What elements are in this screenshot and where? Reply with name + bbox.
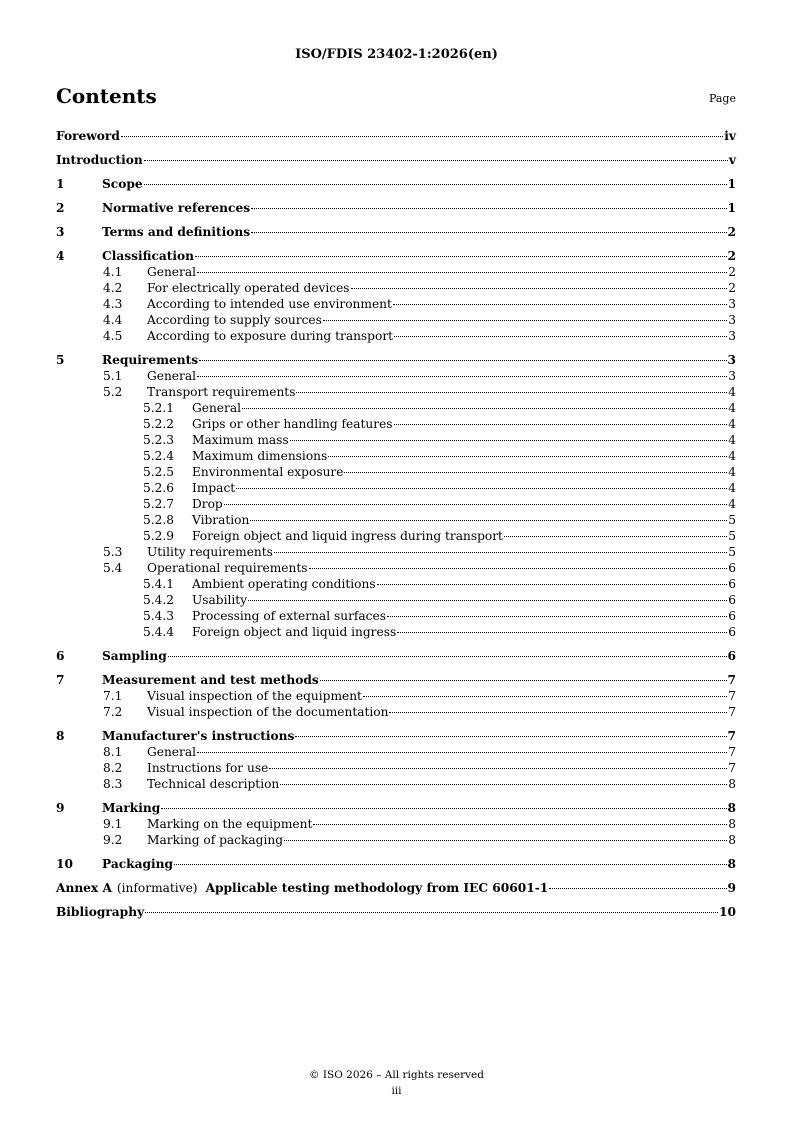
toc-entry-section-5-3[interactable] bbox=[56, 544, 736, 560]
toc-entry-section-1[interactable] bbox=[56, 176, 736, 192]
toc-entry-section-5-2[interactable] bbox=[56, 384, 736, 400]
dot-leader bbox=[389, 712, 727, 713]
toc-entry-section-5-2-3[interactable] bbox=[56, 432, 736, 448]
toc-section-number: 5.2.8 bbox=[143, 513, 175, 527]
table-of-contents bbox=[56, 128, 736, 920]
toc-page-number: 6 bbox=[727, 649, 736, 663]
document-identifier: ISO/FDIS 23402-1:2026(en) bbox=[295, 47, 498, 62]
toc-entry-title: Foreign object and liquid ingress during transport bbox=[192, 529, 503, 543]
toc-entry-title: Instructions for use bbox=[147, 761, 269, 775]
toc-section-number: 5.3 bbox=[103, 545, 123, 559]
toc-page-number: 1 bbox=[727, 201, 736, 215]
toc-entry-section-5-2-1[interactable] bbox=[56, 400, 736, 416]
toc-page-number: 5 bbox=[728, 529, 736, 543]
toc-entry-title: Grips or other handling features bbox=[192, 417, 393, 431]
toc-entry-section-5-2-9[interactable] bbox=[56, 528, 736, 544]
toc-entry-section-4[interactable] bbox=[56, 248, 736, 264]
toc-entry-section-9-1[interactable] bbox=[56, 816, 736, 832]
dot-leader bbox=[224, 504, 727, 505]
toc-entry-section-8[interactable] bbox=[56, 728, 736, 744]
toc-section-number: 5.2.9 bbox=[143, 529, 175, 543]
toc-entry-title: Visual inspection of the equipment bbox=[147, 689, 362, 703]
toc-entry-section-5-2-7[interactable] bbox=[56, 496, 736, 512]
annex-label: Annex A bbox=[56, 881, 112, 895]
toc-section-number: 7.1 bbox=[103, 689, 123, 703]
toc-page-number: 4 bbox=[728, 385, 736, 399]
toc-entry-foreword[interactable] bbox=[56, 128, 736, 144]
toc-page-number: 9 bbox=[727, 881, 736, 895]
dot-leader bbox=[504, 536, 727, 537]
toc-entry-section-7-1[interactable] bbox=[56, 688, 736, 704]
dot-leader bbox=[351, 288, 728, 289]
toc-page-number: 4 bbox=[728, 449, 736, 463]
toc-entry-section-5-4-3[interactable] bbox=[56, 608, 736, 624]
toc-entry-title: Normative references bbox=[102, 201, 251, 215]
toc-entry-section-9[interactable] bbox=[56, 800, 736, 816]
toc-entry-title: Maximum mass bbox=[192, 433, 289, 447]
dot-leader bbox=[344, 472, 727, 473]
toc-page-number: 4 bbox=[728, 481, 736, 495]
dot-leader bbox=[549, 888, 726, 889]
toc-page-number: 3 bbox=[728, 313, 736, 327]
toc-page-number: 2 bbox=[728, 265, 736, 279]
toc-entry-section-8-3[interactable] bbox=[56, 776, 736, 792]
toc-page-number: 3 bbox=[728, 369, 736, 383]
dot-leader bbox=[397, 632, 727, 633]
toc-entry-title: Impact bbox=[192, 481, 236, 495]
toc-section-number: 4.4 bbox=[103, 313, 123, 327]
toc-entry-title: Packaging bbox=[102, 857, 174, 871]
toc-entry-section-8-2[interactable] bbox=[56, 760, 736, 776]
toc-page-number: 7 bbox=[727, 729, 736, 743]
toc-section-number: 5 bbox=[56, 353, 65, 367]
toc-section-number: 5.2.2 bbox=[143, 417, 175, 431]
toc-entry-section-5-4-4[interactable] bbox=[56, 624, 736, 640]
toc-page-number: 3 bbox=[728, 297, 736, 311]
dot-leader bbox=[251, 208, 726, 209]
toc-entry-section-7[interactable] bbox=[56, 672, 736, 688]
page-column-label: Page bbox=[708, 92, 736, 105]
toc-section-number: 4.5 bbox=[103, 329, 123, 343]
toc-entry-title: Processing of external surfaces bbox=[192, 609, 386, 623]
dot-leader bbox=[197, 376, 727, 377]
toc-entry-title: General bbox=[147, 369, 196, 383]
toc-entry-title: Transport requirements bbox=[147, 385, 296, 399]
toc-page-number: 4 bbox=[728, 417, 736, 431]
dot-leader bbox=[248, 600, 727, 601]
dot-leader bbox=[242, 408, 727, 409]
dot-leader bbox=[309, 568, 728, 569]
toc-page-number: 5 bbox=[728, 513, 736, 527]
toc-entry-title: Ambient operating conditions bbox=[192, 577, 376, 591]
toc-entry-title: Vibration bbox=[192, 513, 250, 527]
toc-page-number: 2 bbox=[727, 225, 736, 239]
toc-entry-title: General bbox=[192, 401, 241, 415]
toc-entry-section-5-1[interactable] bbox=[56, 368, 736, 384]
toc-section-number: 5.2.3 bbox=[143, 433, 175, 447]
toc-page-number: 4 bbox=[728, 465, 736, 479]
toc-entry-section-4-3[interactable] bbox=[56, 296, 736, 312]
toc-section-number: 8.1 bbox=[103, 745, 123, 759]
toc-entry-section-5-2-6[interactable] bbox=[56, 480, 736, 496]
toc-section-number: 5.2 bbox=[103, 385, 123, 399]
toc-entry-section-10[interactable] bbox=[56, 856, 736, 872]
toc-entry-title: Introduction bbox=[56, 153, 143, 167]
toc-page-number: 7 bbox=[728, 761, 736, 775]
toc-entry-section-5-2-5[interactable] bbox=[56, 464, 736, 480]
toc-entry-introduction[interactable] bbox=[56, 152, 736, 168]
toc-entry-section-8-1[interactable] bbox=[56, 744, 736, 760]
toc-section-number: 4 bbox=[56, 249, 65, 263]
toc-entry-title: According to exposure during transport bbox=[147, 329, 394, 343]
toc-entry-title: Bibliography bbox=[56, 905, 145, 919]
toc-page-number: 2 bbox=[728, 281, 736, 295]
dot-leader bbox=[394, 336, 727, 337]
toc-entry-title: Terms and definitions bbox=[102, 225, 251, 239]
toc-section-number: 9.2 bbox=[103, 833, 123, 847]
toc-entry-title: Scope bbox=[102, 177, 143, 191]
dot-leader bbox=[387, 616, 727, 617]
toc-page-number: 6 bbox=[728, 625, 736, 639]
toc-section-number: 8.2 bbox=[103, 761, 123, 775]
toc-section-number: 9 bbox=[56, 801, 65, 815]
toc-entry-section-6[interactable] bbox=[56, 648, 736, 664]
toc-entry-section-5-2-8[interactable] bbox=[56, 512, 736, 528]
toc-page-number: 6 bbox=[728, 577, 736, 591]
toc-page-number: 7 bbox=[728, 705, 736, 719]
toc-entry-title: Usability bbox=[192, 593, 248, 607]
dot-leader bbox=[168, 656, 727, 657]
dot-leader bbox=[290, 440, 728, 441]
toc-entry-bibliography[interactable] bbox=[56, 904, 736, 920]
dot-leader bbox=[161, 808, 726, 809]
toc-entry-section-3[interactable] bbox=[56, 224, 736, 240]
toc-page-number: 4 bbox=[728, 401, 736, 415]
dot-leader bbox=[144, 184, 727, 185]
toc-entry-title: Applicable testing methodology from IEC 60601-1 bbox=[205, 881, 549, 895]
dot-leader bbox=[323, 320, 727, 321]
toc-section-number: 7 bbox=[56, 673, 65, 687]
toc-section-number: 5.4.3 bbox=[143, 609, 175, 623]
toc-page-number: 5 bbox=[728, 545, 736, 559]
annex-qualifier: (informative) bbox=[116, 881, 198, 895]
toc-section-number: 5.2.6 bbox=[143, 481, 175, 495]
toc-page-number: iv bbox=[724, 129, 736, 143]
dot-leader bbox=[197, 752, 727, 753]
toc-page-number: 6 bbox=[728, 561, 736, 575]
toc-page-number: 8 bbox=[727, 801, 736, 815]
toc-page-number: 10 bbox=[719, 905, 736, 919]
toc-entry-section-5-4-2[interactable] bbox=[56, 592, 736, 608]
toc-page-number: v bbox=[728, 153, 736, 167]
toc-section-number: 8 bbox=[56, 729, 65, 743]
toc-page-number: 3 bbox=[727, 353, 736, 367]
dot-leader bbox=[295, 736, 726, 737]
toc-section-number: 5.4 bbox=[103, 561, 123, 575]
dot-leader bbox=[144, 160, 728, 161]
toc-entry-section-7-2[interactable] bbox=[56, 704, 736, 720]
toc-entry-section-9-2[interactable] bbox=[56, 832, 736, 848]
toc-page-number: 8 bbox=[728, 817, 736, 831]
toc-section-number: 5.2.5 bbox=[143, 465, 175, 479]
dot-leader bbox=[377, 584, 728, 585]
toc-section-number: 6 bbox=[56, 649, 65, 663]
toc-entry-section-2[interactable] bbox=[56, 200, 736, 216]
page-number: iii bbox=[391, 1085, 402, 1097]
toc-entry-title: According to supply sources bbox=[147, 313, 322, 327]
toc-section-number: 10 bbox=[56, 857, 73, 871]
toc-entry-title: Marking on the equipment bbox=[147, 817, 313, 831]
toc-entry-annex-a[interactable] bbox=[56, 880, 736, 896]
dot-leader bbox=[328, 456, 727, 457]
toc-section-number: 5.2.4 bbox=[143, 449, 175, 463]
toc-page-number: 7 bbox=[728, 745, 736, 759]
toc-page-number: 3 bbox=[728, 329, 736, 343]
dot-leader bbox=[145, 912, 718, 913]
toc-section-number: 5.4.4 bbox=[143, 625, 175, 639]
page-footer bbox=[0, 1067, 793, 1099]
toc-page-number: 2 bbox=[727, 249, 736, 263]
toc-section-number: 1 bbox=[56, 177, 65, 191]
toc-section-number: 5.2.1 bbox=[143, 401, 175, 415]
toc-entry-section-5-2-4[interactable] bbox=[56, 448, 736, 464]
toc-section-number: 5.4.1 bbox=[143, 577, 175, 591]
toc-entry-title: Operational requirements bbox=[147, 561, 308, 575]
toc-section-number: 8.3 bbox=[103, 777, 123, 791]
toc-entry-section-5-4[interactable] bbox=[56, 560, 736, 576]
toc-page-number: 4 bbox=[728, 497, 736, 511]
toc-entry-title: General bbox=[147, 745, 196, 759]
toc-entry-section-4-1[interactable] bbox=[56, 264, 736, 280]
toc-entry-title: Requirements bbox=[102, 353, 199, 367]
dot-leader bbox=[236, 488, 727, 489]
toc-entry-title: Marking of packaging bbox=[147, 833, 283, 847]
toc-entry-section-4-4[interactable] bbox=[56, 312, 736, 328]
toc-entry-title: Manufacturer's instructions bbox=[102, 729, 295, 743]
dot-leader bbox=[269, 768, 727, 769]
toc-entry-title: Foreign object and liquid ingress bbox=[192, 625, 397, 639]
toc-entry-section-5-2-2[interactable] bbox=[56, 416, 736, 432]
toc-entry-title: Classification bbox=[102, 249, 195, 263]
dot-leader bbox=[174, 864, 726, 865]
toc-page-number: 8 bbox=[728, 777, 736, 791]
dot-leader bbox=[121, 136, 723, 137]
contents-title: Contents bbox=[56, 84, 157, 108]
toc-entry-section-5[interactable] bbox=[56, 352, 736, 368]
toc-entry-section-4-2[interactable] bbox=[56, 280, 736, 296]
toc-entry-title: Environmental exposure bbox=[192, 465, 344, 479]
toc-section-number: 5.4.2 bbox=[143, 593, 175, 607]
toc-entry-title: Maximum dimensions bbox=[192, 449, 328, 463]
toc-page-number: 6 bbox=[728, 593, 736, 607]
dot-leader bbox=[393, 304, 727, 305]
toc-page-number: 4 bbox=[728, 433, 736, 447]
toc-section-number: 4.1 bbox=[103, 265, 123, 279]
toc-page-number: 8 bbox=[727, 857, 736, 871]
toc-entry-section-4-5[interactable] bbox=[56, 328, 736, 344]
toc-entry-title: Drop bbox=[192, 497, 223, 511]
toc-entry-section-5-4-1[interactable] bbox=[56, 576, 736, 592]
toc-page-number: 7 bbox=[728, 689, 736, 703]
toc-section-number: 5.2.7 bbox=[143, 497, 175, 511]
toc-entry-title: According to intended use environment bbox=[147, 297, 392, 311]
dot-leader bbox=[296, 392, 727, 393]
dot-leader bbox=[394, 424, 728, 425]
toc-section-number: 4.2 bbox=[103, 281, 123, 295]
toc-page-number: 6 bbox=[728, 609, 736, 623]
toc-page-number: 8 bbox=[728, 833, 736, 847]
toc-entry-title: Foreword bbox=[56, 129, 120, 143]
dot-leader bbox=[251, 232, 726, 233]
dot-leader bbox=[320, 680, 727, 681]
toc-section-number: 7.2 bbox=[103, 705, 123, 719]
dot-leader bbox=[250, 520, 727, 521]
toc-page-number: 1 bbox=[727, 177, 736, 191]
dot-leader bbox=[197, 272, 727, 273]
contents-heading-row bbox=[56, 84, 736, 114]
copyright-notice: © ISO 2026 – All rights reserved bbox=[309, 1069, 484, 1081]
toc-section-number: 3 bbox=[56, 225, 65, 239]
toc-entry-title: For electrically operated devices bbox=[147, 281, 350, 295]
toc-entry-title: Utility requirements bbox=[147, 545, 273, 559]
toc-entry-title: Technical description bbox=[147, 777, 280, 791]
dot-leader bbox=[284, 840, 727, 841]
toc-entry-title: Marking bbox=[102, 801, 161, 815]
toc-page-number: 7 bbox=[727, 673, 736, 687]
toc-section-number: 5.1 bbox=[103, 369, 123, 383]
dot-leader bbox=[195, 256, 727, 257]
toc-entry-title: Measurement and test methods bbox=[102, 673, 319, 687]
dot-leader bbox=[199, 360, 726, 361]
dot-leader bbox=[274, 552, 727, 553]
toc-section-number: 2 bbox=[56, 201, 65, 215]
dot-leader bbox=[363, 696, 727, 697]
toc-entry-title: Sampling bbox=[102, 649, 167, 663]
toc-section-number: 4.3 bbox=[103, 297, 123, 311]
toc-entry-title: Visual inspection of the documentation bbox=[147, 705, 389, 719]
toc-section-number: 9.1 bbox=[103, 817, 123, 831]
toc-entry-title: General bbox=[147, 265, 196, 279]
dot-leader bbox=[313, 824, 727, 825]
dot-leader bbox=[280, 784, 727, 785]
